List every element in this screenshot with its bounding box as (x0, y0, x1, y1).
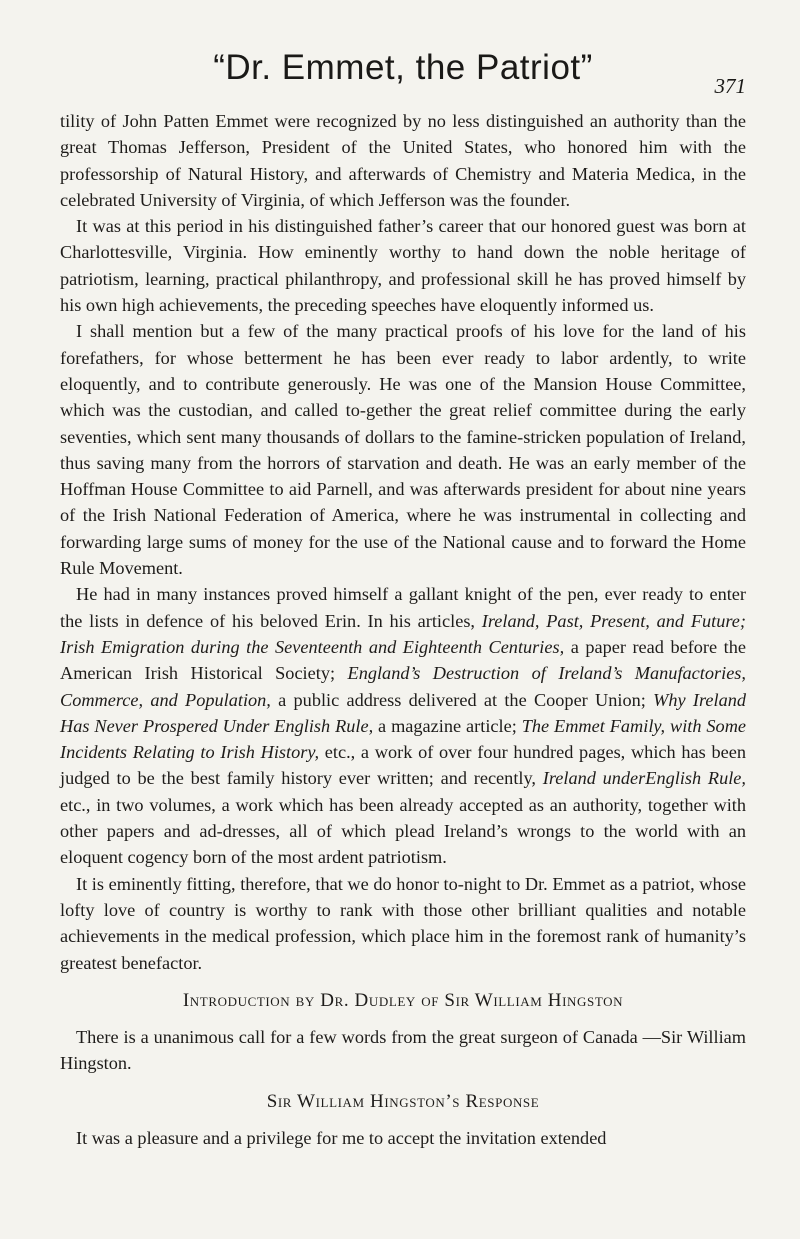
text-run: He had in many instances proved himself a gallant knight of the pen, ever ready to enter the lists in defence of his beloved Erin. In his articles, (60, 584, 746, 631)
text-run: etc., in two volumes, a work which has been already accepted as an authority, together with other papers and ad-dresses, all of which plead Ireland’s wrongs to the world with an eloquent cogency born of the most ardent patriotism. (60, 794, 746, 868)
paragraph-introduction: There is a unanimous call for a few words from the great surgeon of Canada —Sir William Hingston. (60, 1027, 746, 1074)
paragraph-birth: It was at this period in his distinguished father’s career that our honored guest was born at Charlottesville, Virginia. How eminently worthy to hand down the noble heritage of patriotism, learning, practical philanthropy, and professional skill he has proved himself by his own high achievements, the preceding speeches have eloquently informed us. (60, 216, 746, 316)
paragraph-conclusion: It is eminently fitting, therefore, that we do honor to-night to Dr. Emmet as a patriot, whose lofty love of country is worthy to rank with those other brilliant qualities and notable achievements in the medical profession, which place him in the foremost rank of humanity’s greatest benefactor. (60, 873, 746, 973)
paragraph-response: It was a pleasure and a privilege for me to accept the invitation extended (76, 1127, 607, 1148)
running-head (60, 48, 746, 108)
text-run: a public address delivered at the Cooper Union; (270, 689, 654, 710)
body-text (60, 108, 746, 1151)
paragraph-writings (60, 581, 746, 870)
paragraph-proofs: I shall mention but a few of the many practical proofs of his love for the land of his forefathers, for whose betterment he has been ever ready to labor ardently, to write eloquently, and to contribute generously. He was one of the Mansion House Committee, which was the custodian, and called to-gether the great relief committee during the early seventies, which sent many thousands of dollars to the famine-stricken population of Ireland, thus saving many from the horrors of starvation and death. He was an early member of the Hoffman House Committee to aid Parnell, and was afterwards president for about nine years of the Irish National Federation of America, where he was instrumental in collecting and forwarding large sums of money for the use of the National cause and to forward the Home Rule Movement. (60, 321, 746, 579)
text-run: a paper read before the American Irish Historical Society; (60, 636, 746, 684)
work-title: Ireland underEnglish Rule, (542, 768, 746, 789)
page-number: 371 (714, 74, 746, 98)
text-run: a magazine article; (373, 715, 522, 736)
work-title: The Emmet Family, with Some Incidents Relating to Irish History, (60, 715, 747, 763)
work-title: England’s Destruction of Ireland’s Manufactories, Commerce, and Population, (60, 663, 746, 710)
paragraph-continuation: tility of John Patten Emmet were recognized by no less distinguished an authority than the great Thomas Jefferson, President of the United States, who honored him with the professorship of Natural History, and afterwards of Chemistry and Materia Medica, in the celebrated University of Virginia, of which Jefferson was the founder. (60, 111, 746, 210)
work-title: Why Ireland Has Never Prospered Under English Rule, (60, 689, 747, 736)
running-title: “Dr. Emmet, the Patriot” (213, 48, 593, 87)
work-title: Ireland, Past, Present, and Future; Irish Emigration during the Seventeenth and Eighteenth Centuries, (60, 610, 746, 657)
section-heading-response: Sir William Hingston’s Response (266, 1090, 540, 1112)
section-heading-introduction: Introduction by Dr. Dudley of Sir William Hingston (182, 989, 624, 1011)
text-run: etc., a work of over four hundred pages, which has been judged to be the best family history ever written; and recently, (60, 742, 746, 789)
